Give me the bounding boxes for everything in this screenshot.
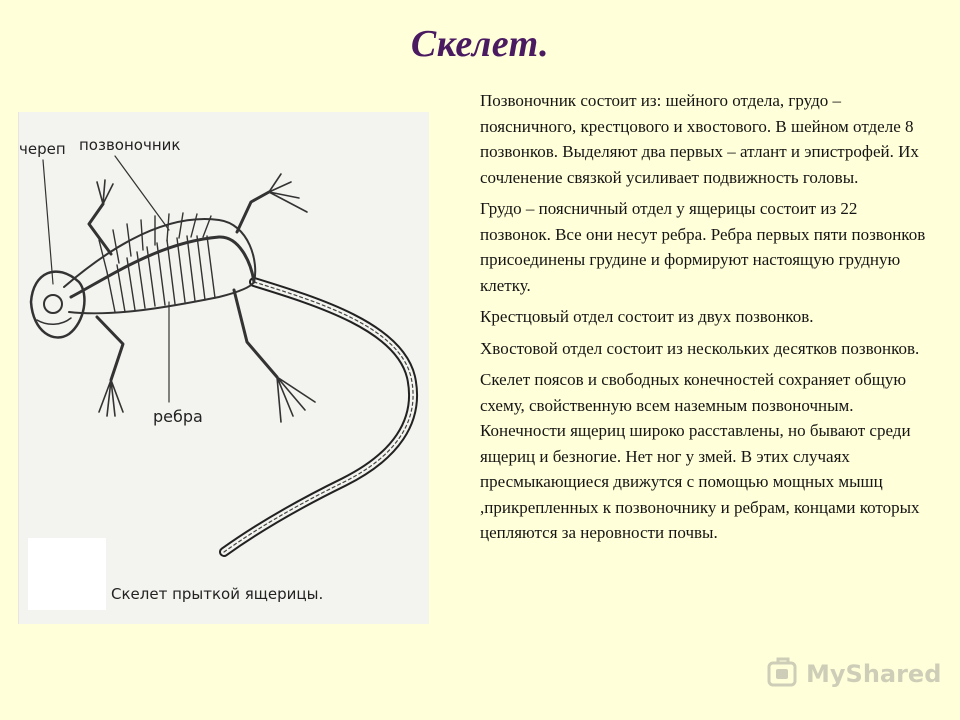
paragraph-thoracolumbar: Грудо – поясничный отдел у ящерицы состоит из 22 позвонок. Все они несут ребра. Ребра первых пяти позвонков присоединены грудине и формируют настоящую грудную клетку. [480, 199, 926, 295]
paragraph-spine: Позвоночник состоит из: шейного отдела, грудо – поясничного, крестцового и хвостового. В шейном отделе 8 позвонков. Выделяют два первых – атлант и эпистрофей. Их сочленение связкой усиливает подвижность головы. [480, 91, 919, 187]
paragraph-limbs: Скелет поясов и свободных конечностей сохраняет общую схему, свойственную всем наземным позвоночным. Конечности ящериц широко расставлены, но бывают среди ящериц и безногие. Нет ног у змей. В этих случаях пресмыкающиеся движутся с помощью мощных мышц ,прикрепленных к позвоночнику и ребрам, концами которых цепляются за неровности почвы. [480, 370, 920, 542]
label-skull: череп [19, 140, 66, 158]
myshared-logo-icon [766, 657, 800, 691]
paragraph-tail: Хвостовой отдел состоит из нескольких десятков позвонков. [480, 338, 920, 358]
slide-title: Скелет. [410, 23, 550, 65]
slide-body-text [480, 88, 930, 552]
lizard-skeleton-figure [18, 112, 429, 624]
label-ribs: ребра [153, 407, 203, 426]
watermark-text: MyShared [806, 660, 942, 688]
watermark [766, 656, 941, 692]
white-patch [28, 538, 106, 610]
figure-caption: Скелет прыткой ящерицы. [111, 585, 324, 603]
label-spine: позвоночник [79, 136, 181, 154]
paragraph-sacral: Крестцовый отдел состоит из двух позвонков. [480, 307, 814, 326]
